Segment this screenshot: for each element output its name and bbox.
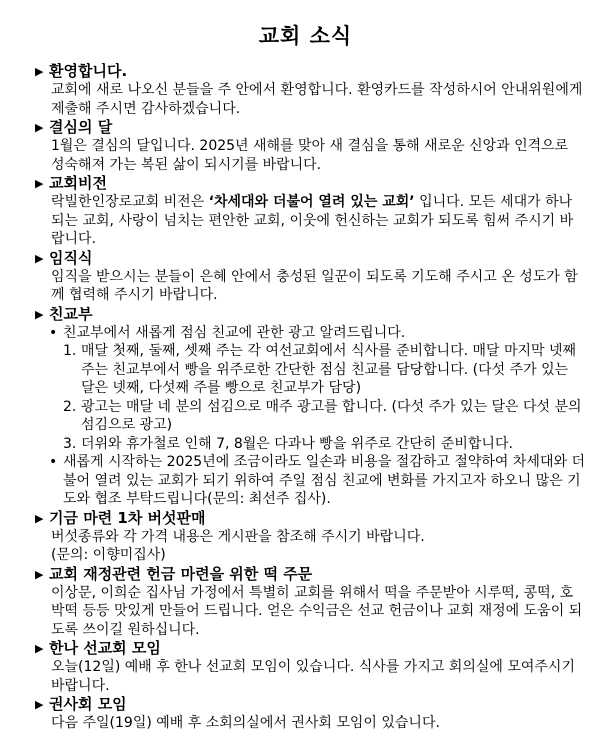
section-heading bbox=[35, 695, 585, 714]
heading-text: 친교부 bbox=[49, 304, 93, 323]
section-body: 임직을 받으시는 분들이 은혜 안에서 충성된 일꾼이 되도록 기도해 주시고 온 성도가 함께 협력해 주시기 바랍니다. bbox=[51, 268, 578, 303]
heading-text: 기금 마련 1차 버섯판매 bbox=[49, 508, 206, 527]
list-item bbox=[49, 342, 585, 398]
section-body: 이상문, 이희순 집사님 가정에서 특별히 교회를 위해서 떡을 주문받아 시루떡, 콩떡, 호박떡 등등 맛있게 만들어 드립니다. 얻은 수익금은 선교 헌금이나 교회 재정에 도움이 되도록 쓰이길 원하십니다. bbox=[51, 584, 583, 638]
fellowship-list bbox=[35, 324, 585, 509]
heading-text: 결심의 달 bbox=[49, 118, 113, 136]
section-body: 오늘(12일) 예배 후 한나 선교회 모임이 있습니다. 식사를 가지고 회의실에 모여주시기 바랍니다. bbox=[51, 659, 575, 694]
heading-text: 임직식 bbox=[49, 248, 93, 267]
list-item bbox=[49, 435, 585, 454]
arrow-icon: ▶ bbox=[35, 251, 44, 265]
section-contact: (문의: 이향미집사) bbox=[51, 547, 166, 563]
list-item-text: 새롭게 시작하는 2025년에 조금이라도 일손과 비용을 절감하고 절약하여 차세대와 더불어 열려 있는 교회가 되기 위하여 주일 점심 친교에 변화를 가지고자 하오니 많은 기도와 협조 부탁드립니다(문의: 최선주 집사). bbox=[63, 454, 585, 507]
section-heading bbox=[35, 249, 585, 268]
vision-text-before: 락빌한인장로교회 비전은 bbox=[51, 194, 209, 210]
section-heading bbox=[35, 565, 585, 584]
section-body: 1월은 결심의 달입니다. 2025년 새해를 맞아 새 결심을 통해 새로운 신앙과 인격으로 성숙해져 가는 복된 삶이 되시기를 바랍니다. bbox=[51, 138, 569, 173]
arrow-icon: ▶ bbox=[35, 642, 44, 655]
arrow-icon: ▶ bbox=[35, 177, 44, 190]
vision-text-after: 입니다. 모든 세대가 하나되는 교회, 사랑이 넘치는 편안한 교회, 이웃에 헌신하는 교회가 되도록 힘써 주시기 바랍니다. bbox=[51, 194, 574, 247]
arrow-icon: ▶ bbox=[35, 567, 44, 581]
section-fellowship bbox=[35, 305, 585, 509]
page-title: 교회 소식 bbox=[258, 24, 353, 48]
section-welcome bbox=[35, 62, 585, 118]
bullet-icon: • bbox=[49, 324, 58, 341]
arrow-icon: ▶ bbox=[35, 511, 44, 525]
section-body: 교회에 새로 나오신 분들을 주 안에서 환영합니다. 환영카드를 작성하시어 안내위원에게 제출해 주시면 감사하겠습니다. bbox=[51, 82, 583, 117]
section-heading bbox=[35, 174, 585, 193]
section-heading bbox=[35, 305, 585, 324]
arrow-icon: ▶ bbox=[35, 698, 44, 711]
section-heading bbox=[35, 62, 585, 81]
list-item-text: 친교부에서 새롭게 점심 친교에 관한 광고 알려드립니다. bbox=[63, 324, 406, 341]
item-number: 1. bbox=[63, 343, 77, 359]
list-item-text: 더위와 휴가철로 인해 7, 8월은 다과나 빵을 위주로 간단히 준비합니다. bbox=[81, 435, 513, 452]
section-resolution bbox=[35, 118, 585, 174]
section-mushroom-sale bbox=[35, 509, 585, 565]
bullet-icon: • bbox=[49, 454, 58, 470]
section-heading bbox=[35, 639, 585, 658]
section-body: 버섯종류와 각 가격 내용은 게시판을 참조해 주시기 바랍니다. bbox=[51, 528, 425, 545]
list-item-text: 매달 첫째, 둘째, 셋째 주는 각 여선교회에서 식사를 준비합니다. 매달 마지막 넷째 주는 친교부에서 빵을 위주로한 간단한 점심 친교를 담당합니다. (다섯 주가 있는 달은 넷째, 다섯째 주를 빵으로 친교부가 담당) bbox=[81, 343, 577, 396]
section-deaconess-meeting bbox=[35, 695, 585, 733]
list-item bbox=[49, 324, 585, 343]
heading-text: 교회비전 bbox=[49, 174, 107, 192]
list-item bbox=[49, 453, 585, 509]
heading-text: 환영합니다. bbox=[49, 62, 128, 80]
section-heading bbox=[35, 118, 585, 137]
vision-slogan: ‘차세대와 더불어 열려 있는 교회’ bbox=[208, 194, 415, 210]
list-item bbox=[49, 398, 585, 435]
heading-text: 교회 재정관련 헌금 마련을 위한 떡 주문 bbox=[49, 564, 313, 583]
arrow-icon: ▶ bbox=[35, 65, 44, 78]
heading-text: 한나 선교회 모임 bbox=[49, 639, 161, 657]
section-vision bbox=[35, 174, 585, 249]
item-number: 2. bbox=[63, 398, 77, 415]
section-body bbox=[35, 193, 585, 249]
section-rice-cake-order bbox=[35, 565, 585, 640]
list-item-text: 광고는 매달 네 분의 섬김으로 매주 광고를 합니다. (다섯 주가 있는 달은 다섯 분의 섬김으로 광고) bbox=[81, 398, 582, 433]
arrow-icon: ▶ bbox=[35, 121, 44, 134]
section-hannah-mission bbox=[35, 639, 585, 695]
heading-text: 권사회 모임 bbox=[49, 695, 127, 713]
arrow-icon: ▶ bbox=[35, 307, 44, 321]
section-heading bbox=[35, 509, 585, 528]
news-list bbox=[35, 62, 585, 733]
section-body: 다음 주일(19일) 예배 후 소회의실에서 권사회 모임이 있습니다. bbox=[51, 715, 440, 731]
section-ordination bbox=[35, 249, 585, 305]
item-number: 3. bbox=[63, 435, 77, 452]
